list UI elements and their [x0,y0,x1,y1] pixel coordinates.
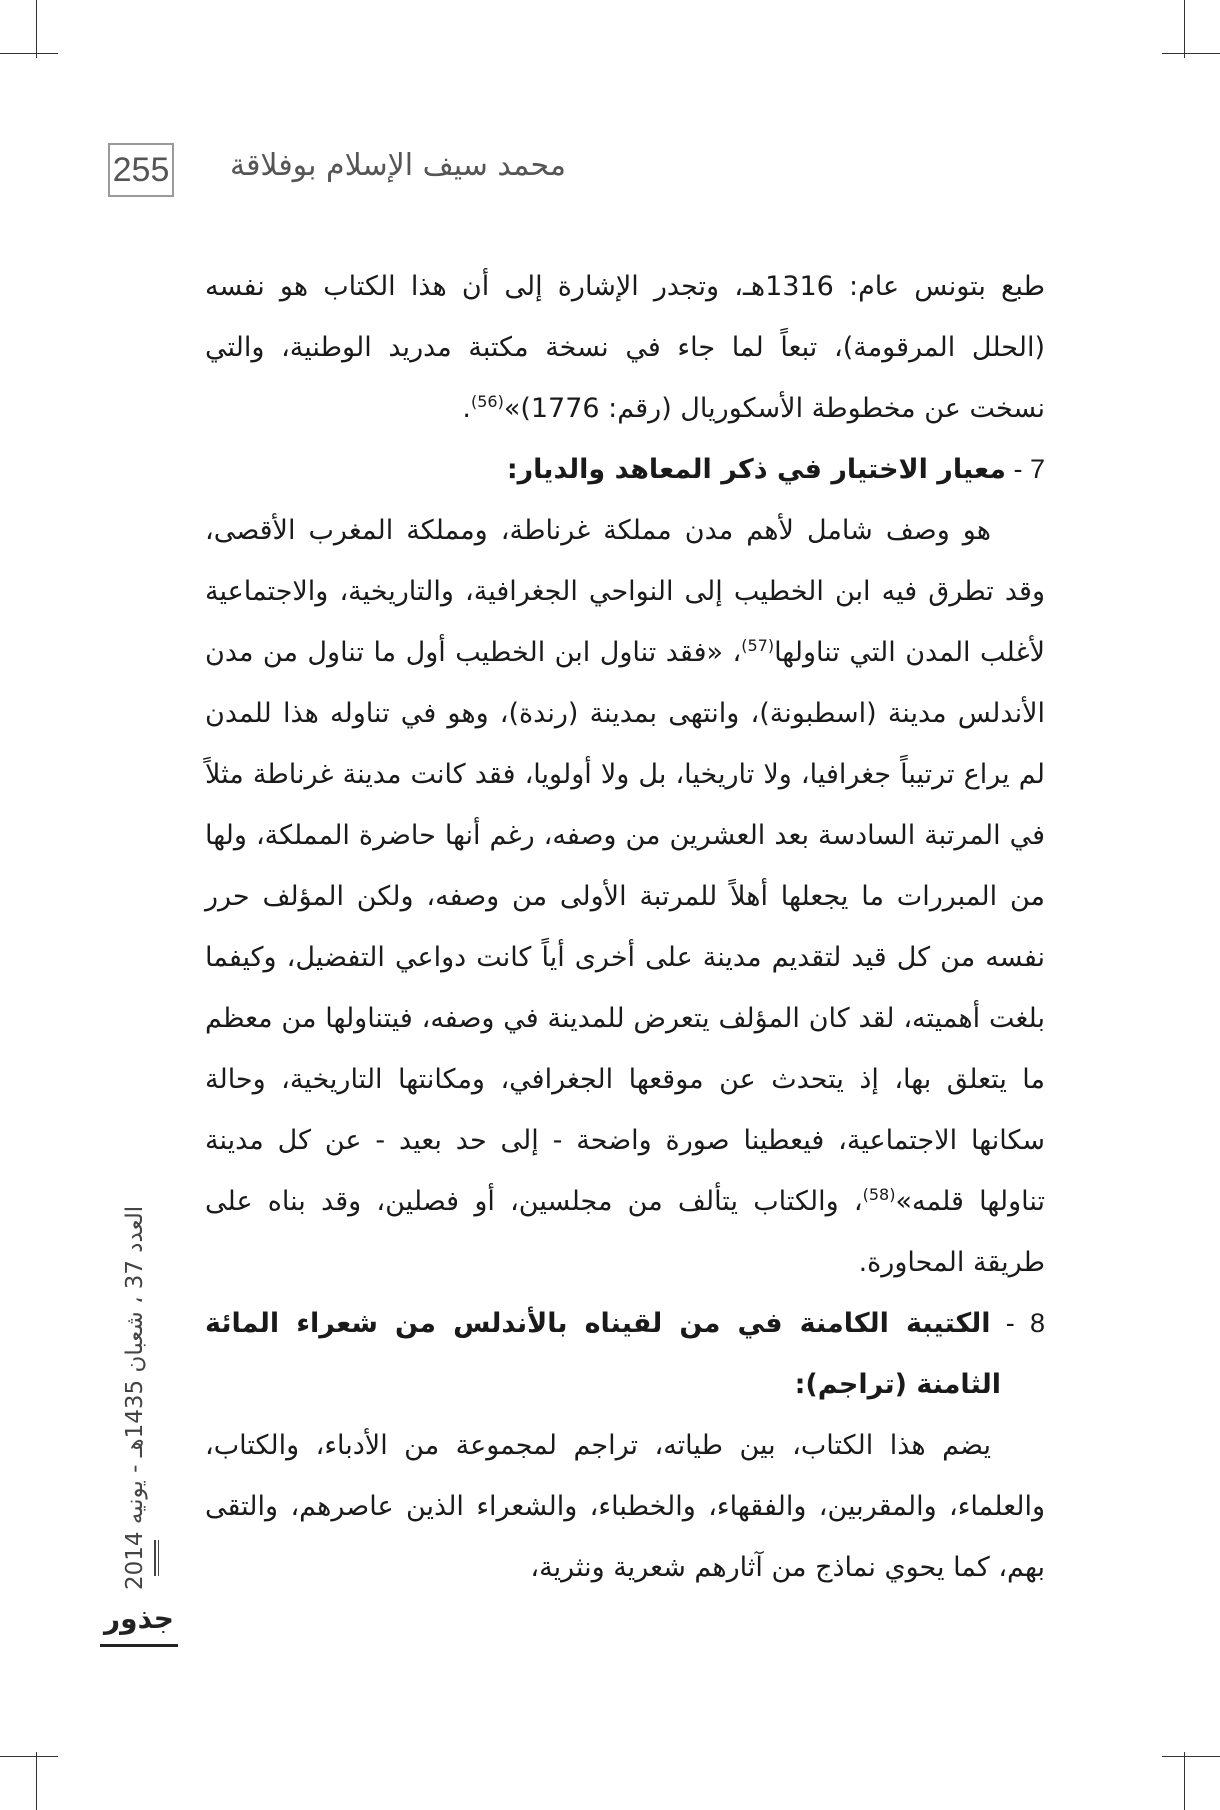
crop-mark [36,0,37,58]
crop-mark [0,1756,58,1757]
section-heading-7: 7 - معيار الاختيار في ذكر المعاهد والديار: [506,454,1045,485]
running-head-author: محمد سيف الإسلام بوفلاقة [230,148,566,183]
crop-mark [1184,0,1185,58]
footnote-ref: (56) [470,392,504,411]
crop-mark [1162,53,1220,54]
issue-info: العدد 37 ، شعبان 1435هـ - يونيه 2014 [122,1205,148,1590]
paragraph: طبع بتونس عام: 1316هـ، وتجدر الإشارة إلى أن هذا الكتاب هو نفسه (الحلل المرقومة)، تبعاً لما جاء في نسخة مكتبة مدريد الوطنية، والتي نسخت عن مخطوطة الأسكوريال (رقم: 1776)»$^{(56)}$. [205,271,1045,424]
crop-mark [1162,1756,1220,1757]
body-text [205,256,1045,1598]
footnote-ref: (57) [741,636,775,655]
footnote-ref: (58) [862,1185,896,1204]
divider [154,1540,156,1576]
paragraph: يضم هذا الكتاب، بين طياته، تراجم لمجموعة من الأدباء، والكتاب، والعلماء، والمقربين، والفقهاء، والخطباء، والشعراء الذين عاصرهم، والتقى بهم، كما يحوي نماذج من آثارهم شعرية ونثرية، [205,1430,1045,1583]
paragraph: هو وصف شامل لأهم مدن مملكة غرناطة، ومملكة المغرب الأقصى، وقد تطرق فيه ابن الخطيب إلى النواحي الجغرافية، والتاريخية، والاجتماعية لأغلب المدن التي تناولها$^{(57)}$، «فقد تناول ابن الخطيب أول ما تناول من مدن الأندلس مدينة (اسطبونة)، وانتهى بمدينة (رندة)، وهو في تناوله هذا للمدن لم يراع ترتيباً جغرافيا، ولا تاريخيا، بل ولا أولويا، فقد كانت مدينة غرناطة مثلاً في المرتبة السادسة بعد العشرين من وصفه، رغم أنها حاضرة المملكة، ولها من المبررات ما يجعلها أهلاً للمرتبة الأولى من وصفه، ولكن المؤلف حرر نفسه من كل قيد لتقديم مدينة على أخرى أياً كانت دواعي التفضيل، وكيفما بلغت أهميته، لقد كان المؤلف يتعرض للمدينة في وصفه، فيتناولها من معظم ما يتعلق بها، إذ يتحدث عن موقعها الجغرافي، ومكانتها التاريخية، وحالة سكانها الاجتماعية، فيعطينا صورة واضحة - إلى حد بعيد - عن كل مدينة تناولها قلمه»$^{(58)}$، والكتاب يتألف من مجلسين، أو فصلين، وقد بناه على طريقة المحاورة. [205,515,1045,1278]
divider [100,1644,178,1647]
journal-logo: جذور [104,1602,174,1635]
section-heading-8: 8 - الكتيبة الكامنة في من لقيناه بالأندلس من شعراء المائة الثامنة (تراجم): [205,1308,1045,1400]
divider [158,1540,159,1576]
crop-mark [0,53,58,54]
crop-mark [36,1752,37,1810]
page-number: 255 [108,143,174,197]
crop-mark [1184,1752,1185,1810]
